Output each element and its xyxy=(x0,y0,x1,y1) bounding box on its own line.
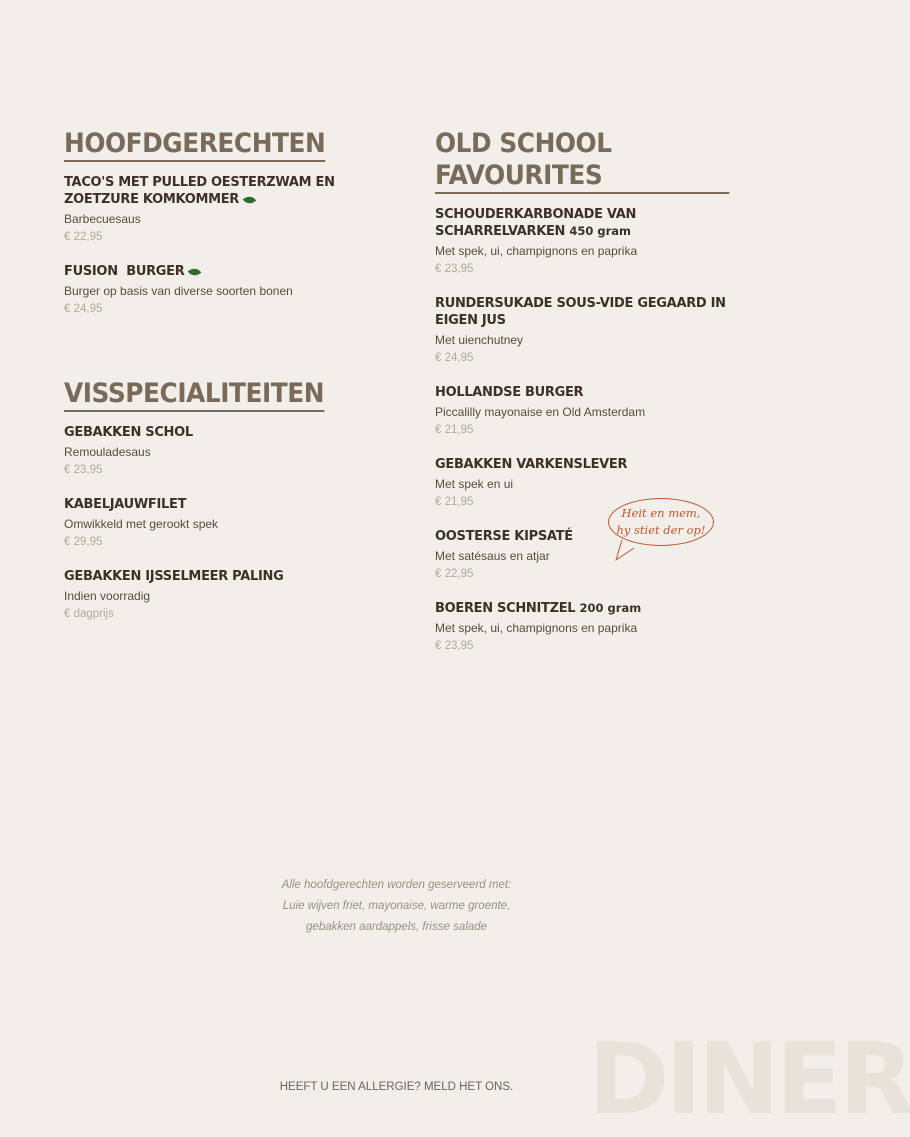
visspecialiteiten-title: VISSPECIALITEITEN xyxy=(64,378,324,412)
item-description: Indien voorradig xyxy=(64,589,151,603)
item-name: GEBAKKEN IJSSELMEER PALING xyxy=(64,569,284,584)
menu-item xyxy=(64,263,394,318)
menu-item xyxy=(435,206,755,278)
note-line-3: gebakken aardappels, frisse salade xyxy=(306,921,487,933)
item-price: € 23,95 xyxy=(435,263,474,275)
menu-item xyxy=(64,496,394,551)
item-name: SCHOUDERKARBONADE VAN SCHARRELVARKEN 450 gram xyxy=(435,207,637,239)
menu-item xyxy=(64,174,394,246)
leaf-icon xyxy=(188,265,202,277)
diner-watermark: DINER xyxy=(588,1023,910,1137)
item-price: € 24,95 xyxy=(435,352,474,364)
item-price: € 23,95 xyxy=(435,640,474,652)
bubble-line-1: Heit en mem, xyxy=(621,506,701,520)
bubble-line-2: hy stiet der op! xyxy=(616,523,706,537)
item-name: HOLLANDSE BURGER xyxy=(435,385,584,400)
item-description: Piccalilly mayonaise en Old Amsterdam xyxy=(435,405,646,419)
note-line-2: Luie wijven friet, mayonaise, warme groente, xyxy=(282,900,511,912)
item-description: Met spek en ui xyxy=(435,477,514,491)
menu-item xyxy=(64,424,394,479)
menu-item xyxy=(435,600,755,655)
item-description: Met satésaus en atjar xyxy=(435,549,550,563)
item-price: € 24,95 xyxy=(64,303,103,315)
item-description: Met spek, ui, champignons en paprika xyxy=(435,621,638,635)
menu-item xyxy=(435,456,755,511)
item-description: Omwikkeld met gerookt spek xyxy=(64,517,219,531)
speech-bubble xyxy=(608,498,714,546)
item-price: € 29,95 xyxy=(64,536,103,548)
item-description: Met uienchutney xyxy=(435,333,524,347)
item-description: Met spek, ui, champignons en paprika xyxy=(435,244,638,258)
item-name: BOEREN SCHNITZEL 200 gram xyxy=(435,601,642,616)
old-school-title: OLD SCHOOL FAVOURITES xyxy=(435,128,729,194)
item-name: GEBAKKEN SCHOL xyxy=(64,425,193,440)
left-column xyxy=(64,128,394,640)
vis-section xyxy=(64,378,394,623)
item-name: KABELJAUWFILET xyxy=(64,497,187,512)
item-price: € 22,95 xyxy=(435,568,474,580)
item-name: FUSION BURGER xyxy=(64,263,394,280)
serving-note xyxy=(0,875,793,938)
item-name: RUNDERSUKADE SOUS-VIDE GEGAARD IN EIGEN JUS xyxy=(435,296,726,328)
item-name: GEBAKKEN VARKENSLEVER xyxy=(435,457,628,472)
menu-item xyxy=(435,295,755,367)
item-name: OOSTERSE KIPSATÉ xyxy=(435,529,573,544)
item-weight: 200 gram xyxy=(579,601,642,615)
item-price: € 21,95 xyxy=(435,496,474,508)
item-weight: 450 gram xyxy=(569,224,632,238)
leaf-icon xyxy=(243,193,257,205)
item-price: € dagprijs xyxy=(64,608,114,620)
item-description: Barbecuesaus xyxy=(64,212,141,226)
menu-item xyxy=(64,568,394,623)
item-description: Remouladesaus xyxy=(64,445,151,459)
item-price: € 21,95 xyxy=(435,424,474,436)
item-price: € 23,95 xyxy=(64,464,103,476)
right-column xyxy=(435,128,755,672)
item-price: € 22,95 xyxy=(64,231,103,243)
item-name: TACO'S MET PULLED OESTERZWAM EN ZOETZURE KOMKOMMER xyxy=(64,175,335,207)
menu-item xyxy=(435,384,755,439)
hoofdgerechten-title: HOOFDGERECHTEN xyxy=(64,128,325,162)
note-line-1: Alle hoofdgerechten worden geserveerd met: xyxy=(281,879,512,891)
item-description: Burger op basis van diverse soorten bonen xyxy=(64,284,293,298)
allergy-notice: HEEFT U EEN ALLERGIE? MELD HET ONS. xyxy=(279,1081,514,1093)
